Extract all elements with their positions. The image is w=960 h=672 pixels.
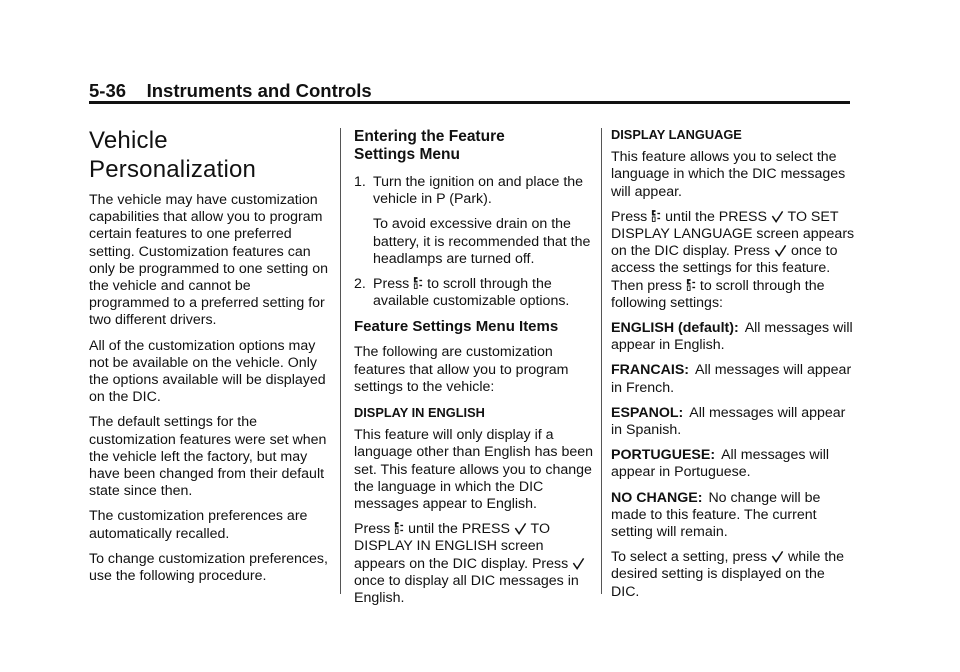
step-text: Press to scroll through the available customizable options. xyxy=(373,276,570,310)
feature-subheading: DISPLAY IN ENGLISH xyxy=(354,405,485,421)
steps-list xyxy=(354,174,594,310)
header-rule xyxy=(89,101,850,104)
section-title: Instruments and Controls xyxy=(146,80,372,101)
paragraph: Press until the PRESS TO SET DISPLAY LANGUAGE screen appears on the DIC display. Press once to access the settings for this feature. Then press to scroll through the following settings: xyxy=(611,208,855,311)
menu-button-icon xyxy=(651,209,661,223)
page-title: Vehicle Personalization xyxy=(89,127,257,183)
page-number: 5-36 xyxy=(89,80,127,101)
setting-option-francais: FRANCAIS: All messages will appear in French. xyxy=(611,362,852,396)
setting-option-portuguese: PORTUGUESE: All messages will appear in Portuguese. xyxy=(611,447,830,481)
list-item xyxy=(354,276,594,310)
setting-option-english: ENGLISH (default): All messages will appear in English. xyxy=(611,320,853,354)
paragraph: To change customization preferences, use the following procedure. xyxy=(89,550,328,585)
column-divider xyxy=(601,128,602,594)
page-header xyxy=(89,80,850,102)
checkmark-icon xyxy=(572,557,585,570)
step-text: Turn the ignition on and place the vehicle in P (Park). xyxy=(373,174,584,208)
checkmark-icon xyxy=(771,550,784,563)
setting-option-espanol: ESPANOL: All messages will appear in Spanish. xyxy=(611,404,846,439)
step-number: 2. xyxy=(354,276,366,293)
list-item xyxy=(354,174,594,268)
paragraph: The customization preferences are automatically recalled. xyxy=(89,508,308,542)
setting-option-no-change: NO CHANGE: No change will be made to this feature. The current setting will remain. xyxy=(611,489,821,541)
feature-subheading: DISPLAY LANGUAGE xyxy=(611,127,742,142)
menu-button-icon xyxy=(413,276,423,290)
checkmark-icon xyxy=(771,210,784,223)
section-heading: Feature Settings Menu Items xyxy=(354,318,559,336)
column-1 xyxy=(89,126,329,593)
checkmark-icon xyxy=(774,244,787,257)
column-divider xyxy=(340,128,341,594)
paragraph: This feature allows you to select the language in which the DIC messages will appear. xyxy=(611,149,846,200)
paragraph: Press until the PRESS TO DISPLAY IN ENGLISH screen appears on the DIC display. Press once to display all DIC messages in English. xyxy=(354,521,594,607)
menu-button-icon xyxy=(394,521,404,535)
paragraph: The vehicle may have customization capabilities that allow you to program certain features to one preferred setting. Customization features can only be programmed to one setting on the vehicle and cannot be programmed to a preferred setting for two different drivers. xyxy=(89,192,328,329)
menu-button-icon xyxy=(686,278,696,292)
column-2 xyxy=(354,126,594,615)
step-number: 1. xyxy=(354,174,366,190)
checkmark-icon xyxy=(514,522,527,535)
step-note: To avoid excessive drain on the battery, it is recommended that the headlamps are turned off. xyxy=(373,216,591,267)
paragraph: The default settings for the customization features were set when the vehicle left the factory, but may have been changed from their default state since then. xyxy=(89,414,327,500)
paragraph: All of the customization options may not be available on the vehicle. Only the options available will be displayed on the DIC. xyxy=(89,337,326,406)
paragraph: The following are customization features that allow you to program settings to the vehicle: xyxy=(354,344,569,395)
paragraph: This feature will only display if a language other than English has been set. This feature allows you to change the language in which the DIC messages appear to English. xyxy=(354,427,594,513)
section-heading: Entering the Feature Settings Menu xyxy=(354,128,505,163)
column-3 xyxy=(611,126,857,609)
paragraph: To select a setting, press while the desired setting is displayed on the DIC. xyxy=(611,549,845,600)
